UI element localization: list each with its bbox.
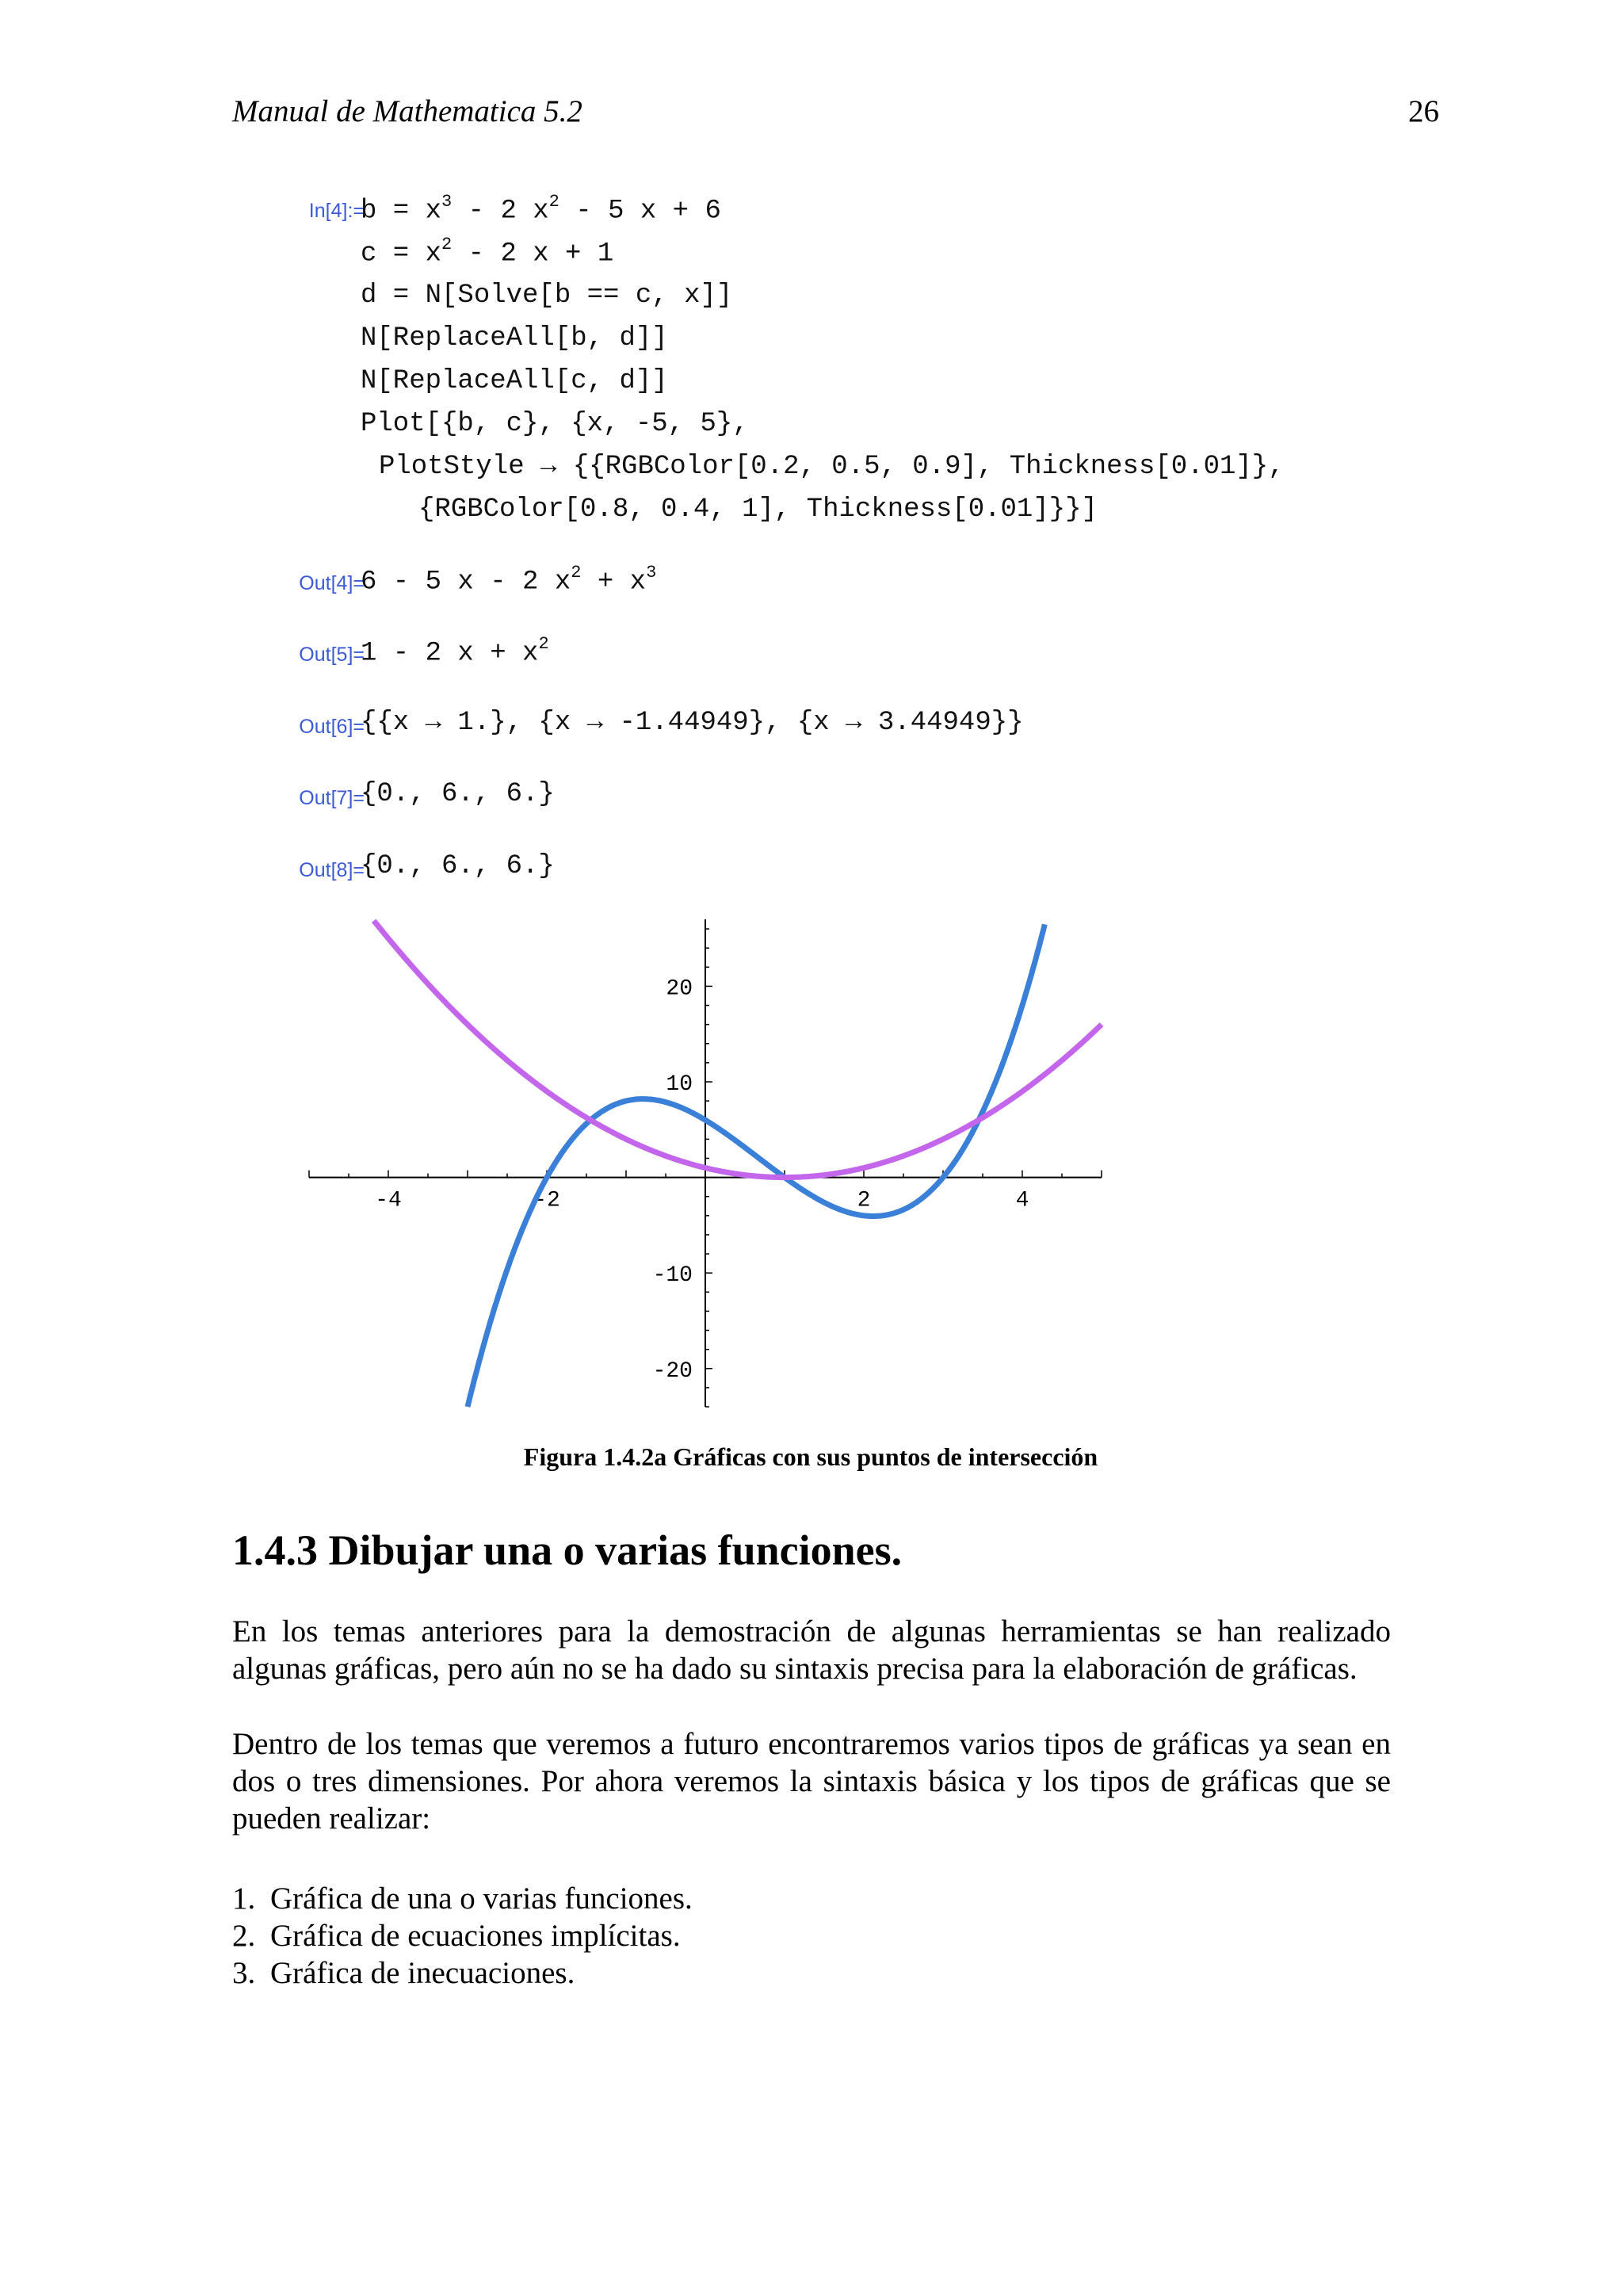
x-tick-label: -4 (375, 1188, 402, 1213)
paragraph-1: En los temas anteriores para la demostración de algunas herramientas se han realizado algunas gráficas, pero aún no se ha dado su sintaxis precisa para la elaboración de gráficas. (232, 1614, 1391, 1686)
out7-value: {0., 6., 6.} (361, 779, 555, 809)
y-tick-label: 20 (666, 976, 693, 1002)
code-line-3: d = N[Solve[b == c, x]] (361, 281, 733, 311)
code-line-8: {RGBColor[0.8, 0.4, 1], Thickness[0.01]}}] (418, 495, 1098, 525)
plot-types-list (232, 1880, 693, 1992)
out6-label: Out[6]= (299, 716, 365, 738)
input-label: In[4]:= (308, 200, 365, 222)
x-tick-label: -2 (533, 1188, 560, 1213)
section-heading: 1.4.3 Dibujar una o varias funciones. (232, 1526, 903, 1574)
running-title: Manual de Mathematica 5.2 (232, 94, 582, 128)
notebook-cells (262, 182, 1387, 896)
page-number: 26 (1408, 94, 1439, 128)
list-item: 2. Gráfica de ecuaciones implícitas. (232, 1919, 681, 1953)
series-line-1 (468, 924, 1044, 1407)
code-line-2: $c = x^2 - 2$ x + 1 (361, 235, 614, 269)
list-item: 1. Gráfica de una o varias funciones. (232, 1881, 693, 1916)
out7-label: Out[7]= (299, 787, 365, 809)
code-line-5: N[ReplaceAll[c, d]] (361, 366, 668, 396)
x-tick-label: 4 (1015, 1188, 1029, 1213)
code-line-1: $b = x^3 - 2$ $x^2 - 5$ x + 6 (361, 192, 721, 227)
figure-caption: Figura 1.4.2a Gráficas con sus puntos de intersección (523, 1442, 1098, 1471)
out5-value: 1 - 2 $x + x^2$ (361, 634, 549, 669)
x-tick-label: 2 (857, 1188, 871, 1213)
out4-value: 6 - 5 x - 2 $x^2 + x^3$ (361, 563, 657, 598)
y-tick-label: 10 (666, 1072, 693, 1097)
out4-label: Out[4]= (299, 572, 365, 594)
out6-value: {{x → 1.}, {x → -1.44949}, {x → 3.44949}} (361, 708, 1024, 738)
code-line-4: N[ReplaceAll[b, d]] (361, 323, 668, 353)
out8-value: {0., 6., 6.} (361, 851, 555, 881)
paragraph-2: Dentro de los temas que veremos a futuro encontraremos varios tipos de gráficas ya sean en dos o tres dimensiones. Por ahora veremos la sintaxis básica y los tipos de gráficas que se pueden realizar: (232, 1727, 1391, 1836)
y-tick-label: -20 (652, 1358, 693, 1384)
out8-label: Out[8]= (299, 859, 365, 881)
code-line-7: PlotStyle → {{RGBColor[0.2, 0.5, 0.9], Thickness[0.01]}, (379, 452, 1285, 482)
function-plot (301, 915, 1109, 1411)
y-tick-label: -10 (652, 1263, 693, 1289)
code-line-6: Plot[{b, c}, {x, -5, 5}, (361, 409, 749, 439)
list-item: 3. Gráfica de inecuaciones. (232, 1956, 575, 1990)
page-header (232, 94, 1439, 141)
out5-label: Out[5]= (299, 644, 365, 666)
